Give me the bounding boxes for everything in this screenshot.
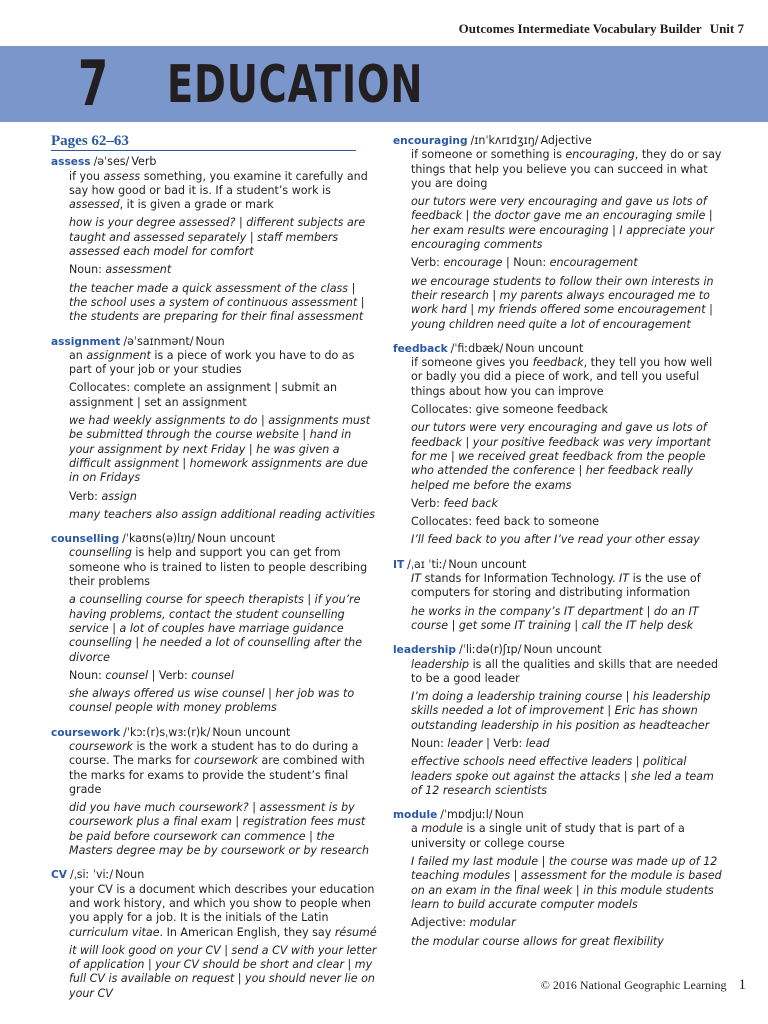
part-of-speech: Noun uncount	[523, 643, 602, 657]
pronunciation: /ˌaɪ ˈtiː/	[407, 557, 447, 571]
form-label: Noun:	[411, 736, 444, 750]
headword-line	[51, 532, 377, 546]
collocates: Collocates: feed back to someone	[411, 515, 600, 529]
example-sentences: how is your degree assessed? | different subjects are taught and assessed separately | staff members assessed each model for comfort	[69, 216, 366, 259]
running-header	[459, 21, 744, 37]
example-sentences: we encourage students to follow their own interests in their research | my parents always encouraged me to work hard | my friends offered some encouragement | young children need quite a lot of encouragement	[411, 274, 714, 331]
headword-line	[393, 134, 723, 148]
form-label: Verb:	[69, 489, 98, 503]
pronunciation: /ˈkaʊns(ə)lɪŋ/	[122, 532, 196, 546]
dictionary-entry	[393, 558, 723, 633]
dictionary-entry	[51, 155, 377, 324]
form-value: lead	[525, 736, 550, 750]
example-sentences: the modular course allows for great flexibility	[411, 934, 664, 948]
collocates: Collocates: complete an assignment | submit an assignment | set an assignment	[69, 381, 338, 409]
part-of-speech: Noun uncount	[212, 725, 291, 739]
dictionary-entry	[393, 342, 723, 548]
example-sentences: the teacher made a quick assessment of the class | the school uses a system of continuous assessment | the students are preparing for their final assessment	[69, 281, 365, 324]
unit-title: EDUCATION	[167, 55, 424, 115]
definition: an assignment is a piece of work you have to do as part of your job or your studies	[69, 348, 355, 377]
headword-line	[51, 726, 377, 740]
dictionary-entry	[393, 134, 723, 332]
headword: feedback	[393, 342, 448, 355]
part-of-speech: Noun uncount	[197, 532, 276, 546]
form-value: counsel	[105, 668, 149, 682]
headword: assess	[51, 156, 91, 169]
form-label: Verb:	[411, 256, 440, 270]
part-of-speech: Verb	[131, 155, 157, 169]
headword-line	[393, 808, 723, 822]
form-value: leader	[447, 736, 483, 750]
part-of-speech: Noun uncount	[448, 557, 527, 571]
definition: a module is a single unit of study that is part of a university or college course	[411, 822, 685, 850]
form-value: encourage	[443, 256, 503, 270]
entry-list-left	[51, 155, 377, 1001]
headword-line	[51, 335, 377, 349]
pronunciation: /ɪnˈkʌrɪdʒɪŋ/	[470, 134, 539, 147]
form-label: Adjective:	[411, 916, 467, 930]
page-footer	[541, 977, 746, 994]
dictionary-entry	[51, 335, 377, 523]
headword-line	[51, 155, 377, 169]
related-form	[411, 916, 723, 930]
form-value: assessment	[105, 263, 172, 277]
headword: encouraging	[393, 135, 468, 147]
form-label: | Noun:	[502, 256, 547, 270]
pronunciation: /ˈfiːdbæk/	[450, 341, 504, 355]
definition: coursework is the work a student has to do during a course. The marks for coursework are combined with the marks for exams to provide the student’s final grade	[69, 739, 365, 796]
definition: if you assess something, you examine it carefully and say how good or bad it is. If a student’s work is assessed, it is given a grade or mark	[69, 169, 368, 212]
example-sentences: effective schools need effective leaders | political leaders spoke out against the attacks | she led a team of 12 research scientists	[411, 755, 714, 797]
headword: module	[393, 809, 438, 822]
example-sentences: I’m doing a leadership training course | his leadership skills needed a lot of improvement | Eric has shown outstanding leadership in his position as headteacher	[411, 690, 711, 732]
example-sentences: I failed my last module | the course was made up of 12 teaching modules | assessment for the module is based on an exam in the final week | in this module students learn to build accurate computer models	[411, 855, 722, 911]
part-of-speech: Noun uncount	[505, 341, 584, 355]
unit-label: Unit 7	[709, 21, 744, 36]
definition: leadership is all the qualities and skills that are needed to be a good leader	[411, 657, 719, 685]
page-number: 1	[738, 977, 746, 993]
pronunciation: /əˈses/	[93, 155, 130, 169]
example-sentences: he works in the company’s IT department | do an IT course | get some IT training | call the IT help desk	[411, 604, 699, 632]
example-sentences: our tutors were very encouraging and gave us lots of feedback | your positive feedback was very important for me | we received great feedback from the people who attended the conference | her feedback really helped me before the exams	[411, 421, 711, 492]
related-form	[411, 256, 723, 270]
copyright: © 2016 National Geographic Learning	[540, 978, 727, 992]
example-sentences: a counselling course for speech therapists | if you’re having problems, contact the student counselling service | a lot of couples have marriage guidance counselling | he needed a lot of counselling after the divorce	[69, 593, 363, 664]
dictionary-entry	[51, 868, 377, 1001]
form-label: Noun:	[69, 668, 102, 682]
unit-banner	[0, 46, 768, 122]
part-of-speech: Noun	[195, 334, 225, 348]
headword: IT	[393, 558, 405, 571]
form-value: feed back	[443, 496, 498, 510]
entry-list-right	[393, 134, 723, 949]
example-sentences: it will look good on your CV | send a CV with your letter of application | your CV should be short and clear | my full CV is available on request | you should never lie on your CV	[69, 943, 377, 1000]
form-label: | Verb:	[148, 668, 188, 682]
dictionary-entry	[393, 808, 723, 949]
collocates: Collocates: give someone feedback	[411, 403, 608, 417]
related-form	[69, 669, 377, 683]
part-of-speech: Noun	[494, 808, 524, 822]
related-form	[411, 737, 723, 751]
definition: counselling is help and support you can get from someone who is trained to listen to people describing their problems	[69, 546, 368, 589]
definition: if someone or something is encouraging, they do or say things that help you believe you can succeed in what you are doing	[411, 148, 722, 190]
left-column	[51, 134, 377, 1011]
dictionary-entry	[51, 726, 377, 859]
form-value: counsel	[191, 668, 234, 682]
headword-line	[51, 868, 377, 882]
headword: CV	[51, 869, 67, 882]
pronunciation: /əˈsaɪnmənt/	[123, 334, 194, 348]
headword: assignment	[51, 335, 121, 348]
headword-line	[393, 643, 723, 657]
example-sentences: we had weekly assignments to do | assignments must be submitted through the course website | hand in your assignment by next Friday | he was given a difficult assignment | homework assignments are due in on Fridays	[69, 414, 371, 485]
form-label: Verb:	[411, 496, 440, 510]
example-sentences: did you have much coursework? | assessment is by coursework plus a final exam | registration fees must be paid before coursework can commence | the Masters degree may be by coursework or by research	[69, 801, 370, 858]
dictionary-entry	[393, 643, 723, 798]
headword: leadership	[393, 644, 457, 657]
example-sentences: I’ll feed back to you after I’ve read your other essay	[411, 533, 700, 547]
form-label: Noun:	[69, 263, 102, 277]
pages-heading: Pages 62–63	[51, 134, 356, 151]
definition: IT stands for Information Technology. IT is the use of computers for storing and distributing information	[411, 572, 701, 600]
form-value: assign	[101, 489, 137, 503]
headword-line	[393, 558, 723, 572]
pronunciation: /ˈkɔː(r)sˌwɜː(r)k/	[123, 725, 211, 739]
definition: your CV is a document which describes your education and work history, and which you show to people when you apply for a job. It is the initials of the Latin curriculum vitae. In American English, they say résumé	[69, 882, 377, 939]
example-sentences: she always offered us wise counsel | her job was to counsel people with money problems	[69, 687, 355, 715]
right-column	[393, 134, 723, 959]
form-value: modular	[469, 916, 516, 930]
part-of-speech: Noun	[115, 868, 145, 882]
example-sentences: many teachers also assign additional reading activities	[69, 507, 376, 521]
unit-number: 7	[78, 47, 109, 120]
related-form	[69, 490, 377, 504]
dictionary-entry	[51, 532, 377, 716]
headword-line	[393, 342, 723, 356]
book-title: Outcomes Intermediate Vocabulary Builder	[458, 21, 702, 36]
headword: counselling	[51, 533, 120, 546]
pronunciation: /ˌsiː ˈviː/	[69, 868, 114, 882]
pronunciation: /ˈmɒdjuːl/	[440, 808, 493, 822]
form-label: | Verb:	[482, 736, 523, 750]
related-form	[411, 497, 723, 511]
pronunciation: /ˈliːdə(r)ʃɪp/	[459, 643, 522, 657]
related-form	[69, 263, 377, 277]
headword: coursework	[51, 726, 121, 739]
part-of-speech: Adjective	[540, 134, 592, 147]
form-value: encouragement	[549, 256, 638, 270]
definition: if someone gives you feedback, they tell you how well or badly you did a piece of work, and tell you useful things about how you can improve	[411, 356, 713, 398]
example-sentences: our tutors were very encouraging and gave us lots of feedback | the doctor gave me an encouraging smile | her exam results were encouraging | I appreciate your encouraging comments	[411, 195, 715, 252]
